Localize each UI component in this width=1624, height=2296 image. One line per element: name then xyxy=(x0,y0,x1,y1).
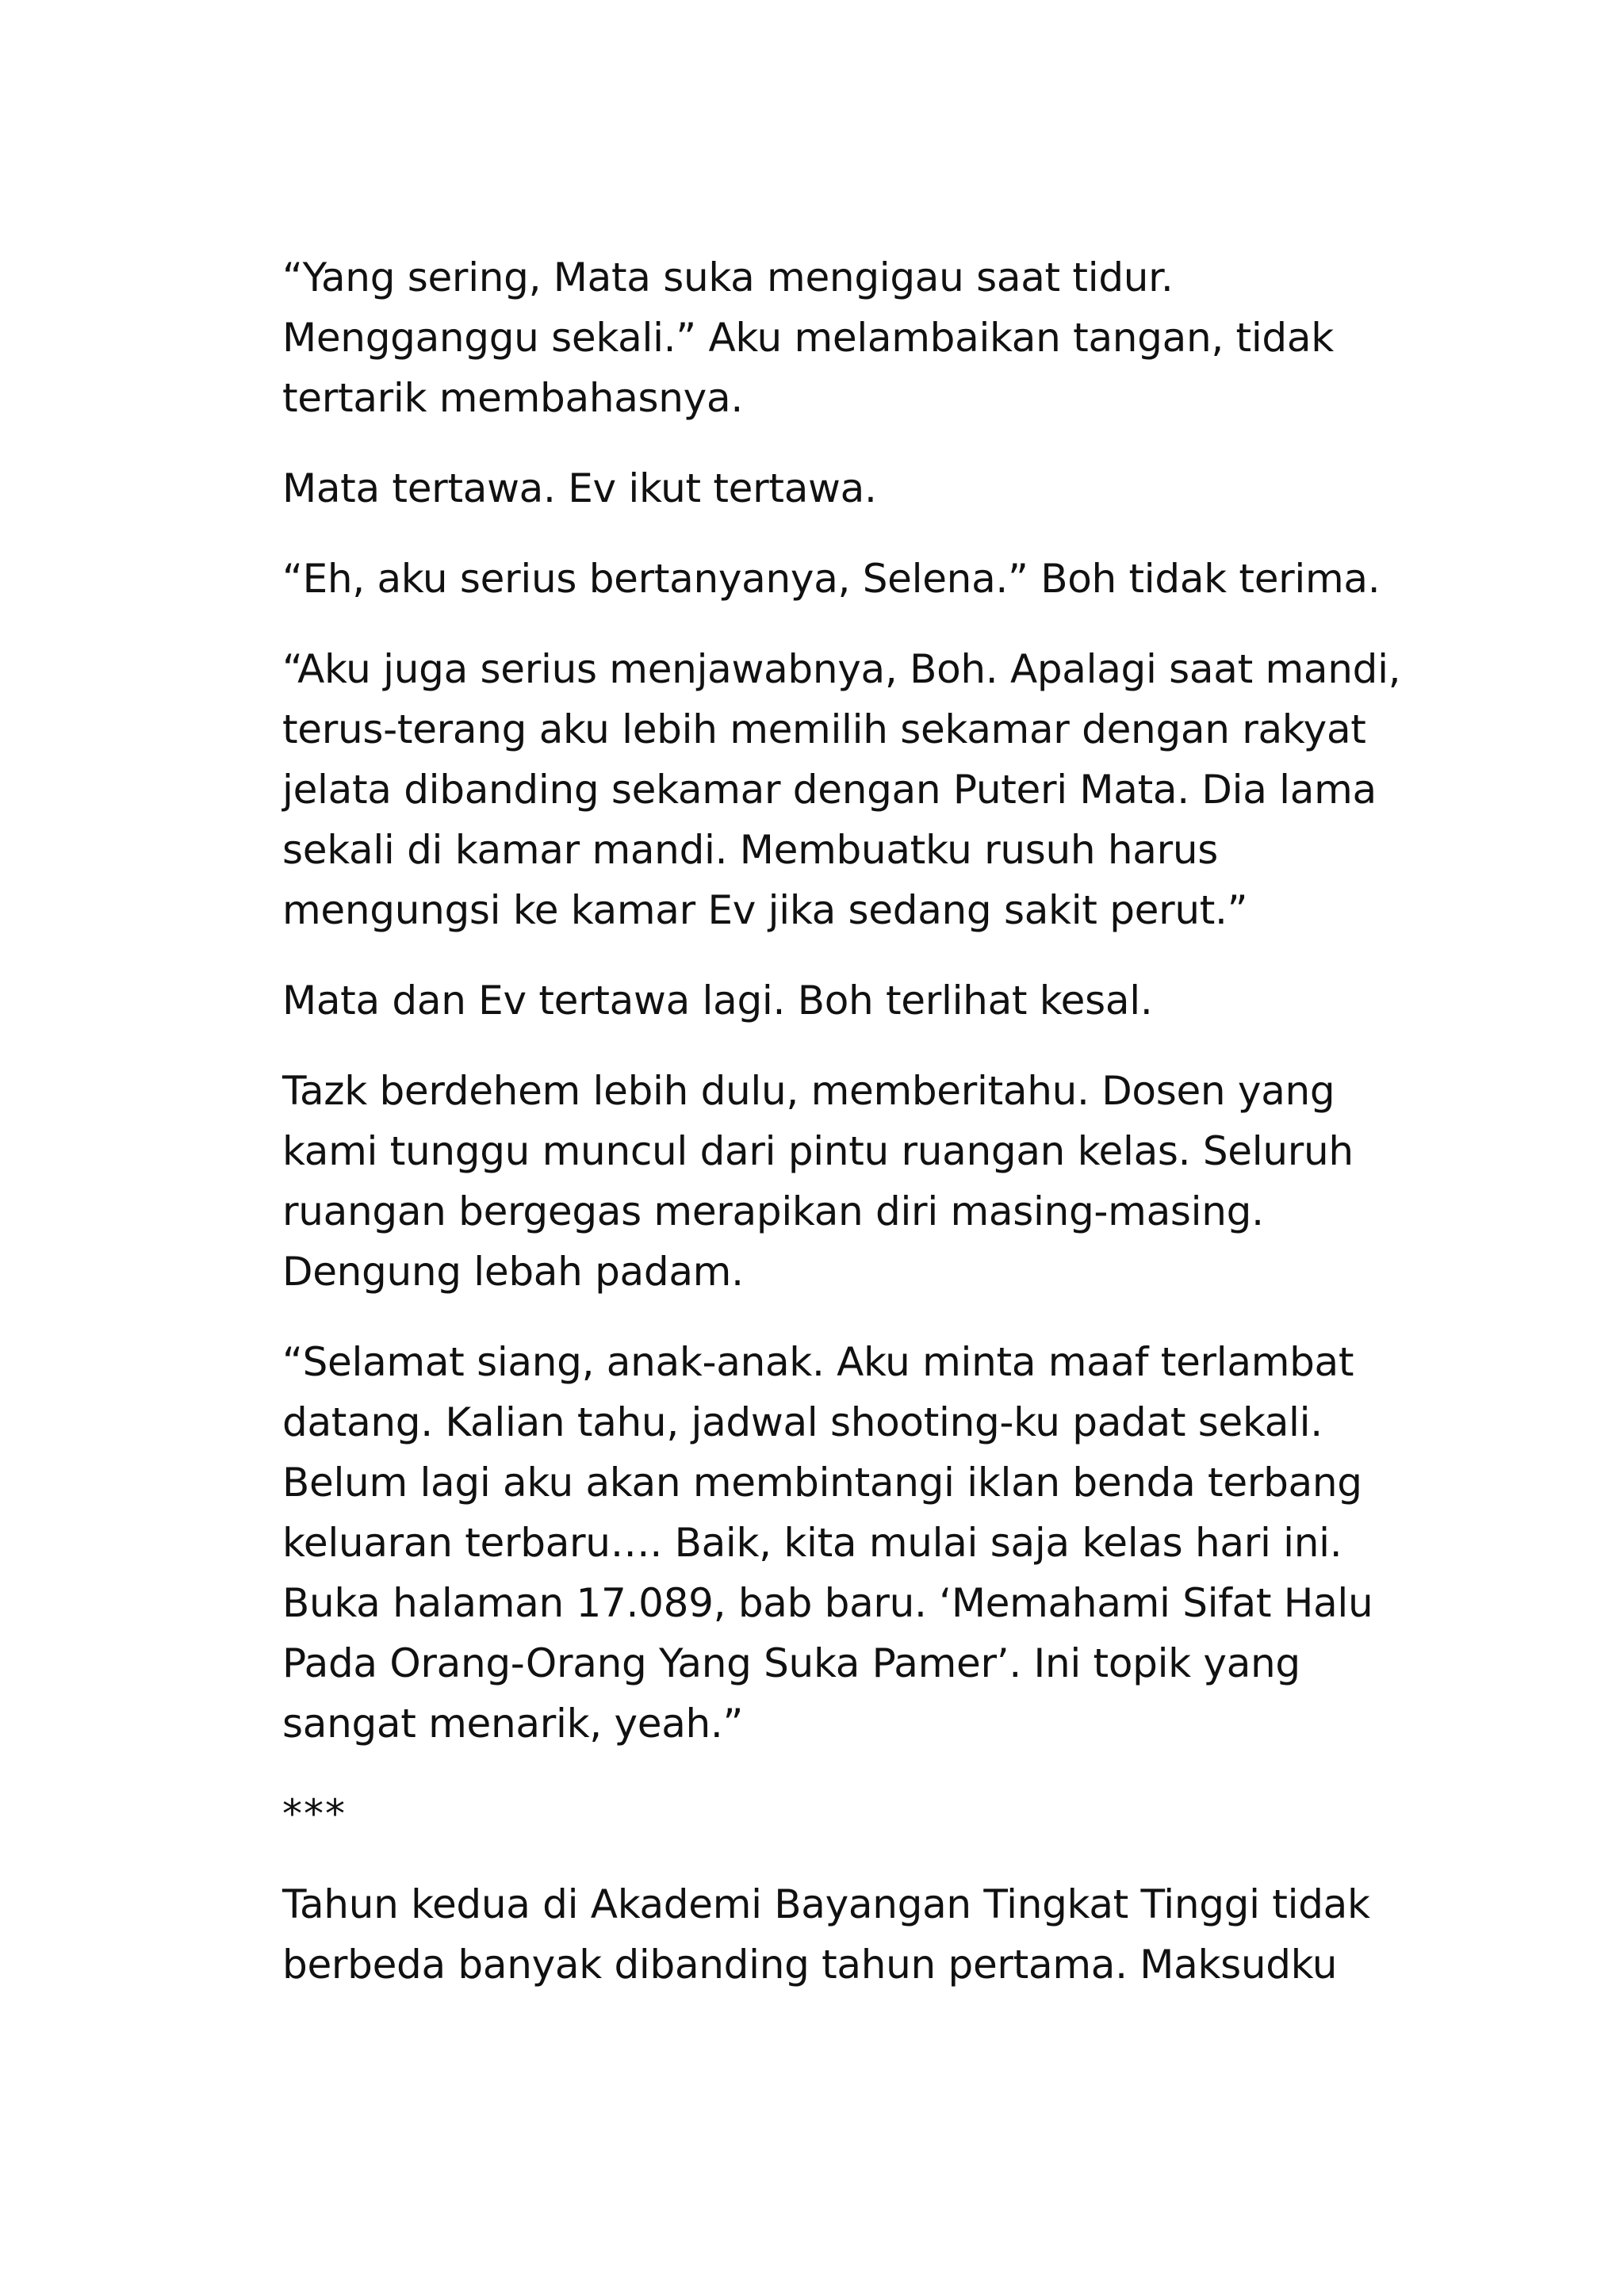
text-line: Pada Orang-Orang Yang Suka Pamer’. Ini topik yang xyxy=(282,1640,1300,1686)
paragraph-1 xyxy=(282,247,1385,428)
paragraph-7 xyxy=(282,1332,1385,1754)
paragraph-4 xyxy=(282,639,1401,940)
text-line: Tahun kedua di Akademi Bayangan Tingkat Tinggi tidak xyxy=(282,1881,1370,1927)
paragraph-6 xyxy=(282,1061,1385,1302)
text-line: tertarik membahasnya. xyxy=(282,375,743,421)
text-line: terus-terang aku lebih memilih sekamar dengan rakyat xyxy=(282,706,1366,752)
paragraph-closing xyxy=(282,1874,1385,1995)
text-line: Buka halaman 17.089, bab baru. ‘Memahami Sifat Halu xyxy=(282,1580,1373,1626)
text-line: “Yang sering, Mata suka mengigau saat tidur. xyxy=(282,254,1174,300)
text-line: keluaran terbaru…. Baik, kita mulai saja kelas hari ini. xyxy=(282,1520,1342,1566)
paragraph-3 xyxy=(282,549,1385,609)
body-text xyxy=(282,247,1401,2025)
text-line: sekali di kamar mandi. Membuatku rusuh harus xyxy=(282,827,1218,873)
text-line: “Selamat siang, anak-anak. Aku minta maaf terlambat xyxy=(282,1339,1354,1385)
text-line: Mata tertawa. Ev ikut tertawa. xyxy=(282,465,877,511)
text-line: Dengung lebah padam. xyxy=(282,1249,744,1295)
text-line: berbeda banyak dibanding tahun pertama. Maksudku xyxy=(282,1942,1338,1988)
paragraph-5 xyxy=(282,970,1385,1031)
text-line: ruangan bergegas merapikan diri masing-masing. xyxy=(282,1188,1264,1234)
text-line: kami tunggu muncul dari pintu ruangan kelas. Seluruh xyxy=(282,1128,1354,1174)
text-line: “Eh, aku serius bertanyanya, Selena.” Boh tidak terima. xyxy=(282,556,1381,602)
scene-separator: *** xyxy=(282,1791,347,1837)
text-line: Mata dan Ev tertawa lagi. Boh terlihat kesal. xyxy=(282,978,1153,1024)
paragraph-2 xyxy=(282,458,1385,519)
text-line: mengungsi ke kamar Ev jika sedang sakit perut.” xyxy=(282,887,1248,933)
text-line: Mengganggu sekali.” Aku melambaikan tangan, tidak xyxy=(282,315,1334,361)
text-line: Belum lagi aku akan membintangi iklan benda terbang xyxy=(282,1460,1362,1506)
text-line: datang. Kalian tahu, jadwal shooting-ku padat sekali. xyxy=(282,1399,1323,1445)
text-line: “Aku juga serius menjawabnya, Boh. Apalagi saat mandi, xyxy=(282,646,1401,692)
text-line: Tazk berdehem lebih dulu, memberitahu. Dosen yang xyxy=(282,1068,1335,1114)
text-line: jelata dibanding sekamar dengan Puteri Mata. Dia lama xyxy=(282,767,1377,813)
text-line: sangat menarik, yeah.” xyxy=(282,1701,744,1747)
